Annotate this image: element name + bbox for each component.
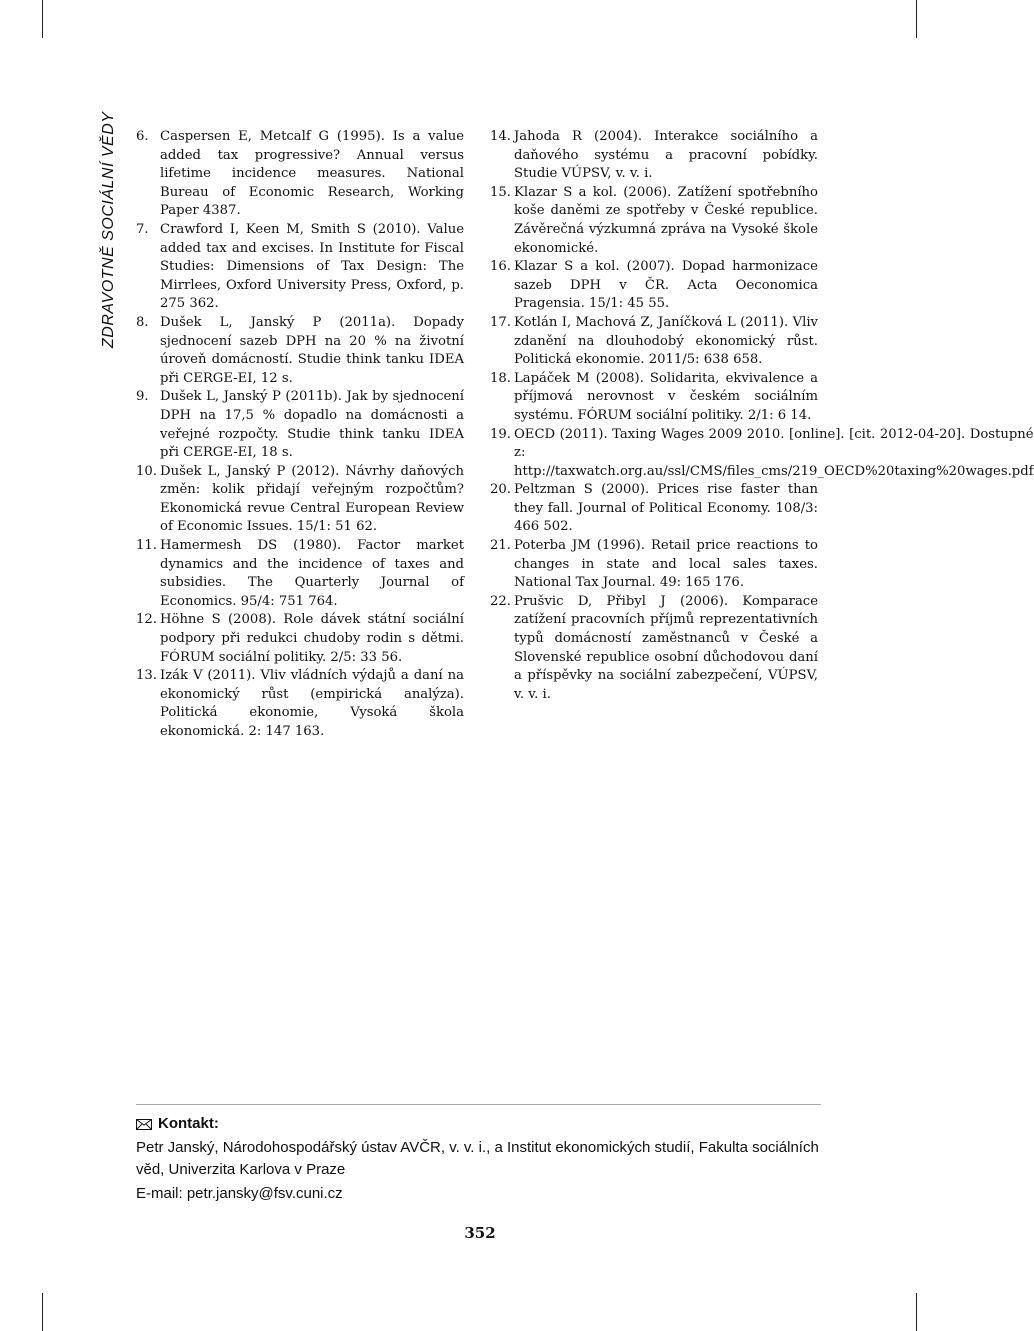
reference-text: OECD (2011). Taxing Wages 2009 2010. [online]. [cit. 2012-04-20]. Dostupné z: http://taxwatch.org.au/ssl/CMS/files_cms/219_OECD%20taxing%20wages.pdf [514, 426, 1034, 479]
reference-number: 17. [490, 314, 511, 330]
reference-item [490, 537, 818, 593]
reference-text: Izák V (2011). Vliv vládních výdajů a daní na ekonomický růst (empirická analýza). Politická ekonomie, Vysoká škola ekonomická. 2: 147 163. [160, 668, 464, 739]
reference-item [136, 537, 464, 611]
reference-number: 13. [136, 668, 157, 684]
reference-item [490, 314, 818, 370]
reference-number: 6. [136, 129, 149, 144]
reference-item [136, 314, 464, 388]
reference-number: 14. [490, 129, 511, 144]
reference-item [490, 481, 818, 537]
reference-number: 7. [136, 221, 149, 237]
reference-text: Dušek L, Janský P (2011a). Dopady sjednocení sazeb DPH na 20 % na životní úroveň domácností. Studie think tanku IDEA při CERGE-EI, 12 s. [160, 314, 464, 386]
reference-text: Peltzman S (2000). Prices rise faster than they fall. Journal of Political Economy. 108/3: 466 502. [514, 482, 818, 535]
reference-number: 18. [490, 370, 511, 386]
envelope-icon [136, 1119, 152, 1130]
crop-mark [42, 0, 43, 38]
reference-text: Poterba JM (1996). Retail price reactions to changes in state and local sales taxes. National Tax Journal. 49: 165 176. [514, 538, 818, 591]
contact-label: Kontakt: [158, 1115, 219, 1132]
reference-item [136, 388, 464, 462]
reference-text: Crawford I, Keen M, Smith S (2010). Value added tax and excises. In Institute for Fiscal Studies: Dimensions of Tax Design: The Mirrlees, Oxford University Press, Oxford, p. 275 362. [160, 221, 464, 312]
reference-item [136, 611, 464, 667]
crop-mark [42, 1293, 43, 1331]
reference-item [136, 221, 464, 314]
reference-number: 10. [136, 463, 157, 479]
reference-text: Jahoda R (2004). Interakce sociálního a daňového systému a pracovní pobídky. Studie VÚPSV, v. v. i. [514, 129, 818, 182]
reference-item [136, 463, 464, 537]
reference-number: 15. [490, 184, 511, 200]
reference-number: 12. [136, 612, 157, 628]
reference-number: 11. [136, 538, 157, 554]
reference-item [490, 128, 818, 184]
reference-number: 20. [490, 482, 511, 498]
reference-item [490, 258, 818, 314]
references-right-column [490, 128, 1034, 704]
reference-number: 16. [490, 259, 511, 275]
reference-text: Prušvic D, Přibyl J (2006). Komparace zatížení pracovních příjmů reprezentativních typů domácností zaměstnanců v České a Slovenské republice osobní důchodovou daní a příspěvky na sociální zabezpečení, VÚPSV, v. v. i. [514, 593, 818, 702]
contact-section [136, 1104, 821, 1205]
crop-mark [916, 0, 917, 38]
reference-text: Kotlán I, Machová Z, Janíčková L (2011). Vliv zdanění na dlouhodobý ekonomický růst. Politická ekonomie. 2011/5: 638 658. [514, 314, 818, 368]
reference-number: 21. [490, 538, 511, 554]
contact-affiliation: Petr Janský, Národohospodářský ústav AVČR, v. v. i., a Institut ekonomických studií, Fakulta sociálních věd, Univerzita Karlova v Praze [136, 1139, 819, 1178]
reference-text: Dušek L, Janský P (2012). Návrhy daňových změn: kolik přidají veřejným rozpočtům? Ekonomická revue Central European Review of Economic Issues. 15/1: 51 62. [160, 463, 464, 535]
journal-title: ZDRAVOTNĚ SOCIÁLNÍ VĚDY [100, 111, 117, 348]
contact-heading [136, 1113, 821, 1135]
crop-mark [916, 1293, 917, 1331]
contact-email: E-mail: petr.jansky@fsv.cuni.cz [136, 1185, 343, 1202]
reference-text: Klazar S a kol. (2007). Dopad harmonizace sazeb DPH v ČR. Acta Oeconomica Pragensia. 15/1: 45 55. [514, 259, 818, 312]
reference-text: Höhne S (2008). Role dávek státní sociální podpory při redukci chudoby rodin s dětmi. FÓRUM sociální politiky. 2/5: 33 56. [160, 612, 464, 665]
reference-text: Caspersen E, Metcalf G (1995). Is a value added tax progressive? Annual versus lifetime incidence measures. National Bureau of Economic Research, Working Paper 4387. [160, 129, 464, 219]
reference-item [490, 426, 1034, 482]
page-number: 352 [464, 1224, 496, 1242]
reference-item [136, 667, 464, 741]
reference-item [490, 593, 818, 705]
reference-item [490, 184, 818, 258]
reference-text: Dušek L, Janský P (2011b). Jak by sjednocení DPH na 17,5 % dopadlo na domácnosti a veřejné rozpočty. Studie think tanku IDEA při CERGE-EI, 18 s. [160, 389, 464, 461]
reference-text: Lapáček M (2008). Solidarita, ekvivalence a příjmová nerovnost v českém sociálním systému. FÓRUM sociální politiky. 2/1: 6 14. [514, 370, 818, 423]
reference-item [136, 128, 464, 221]
reference-item [490, 370, 818, 426]
references-left-column [136, 128, 464, 742]
reference-text: Hamermesh DS (1980). Factor market dynamics and the incidence of taxes and subsidies. The Quarterly Journal of Economics. 95/4: 751 764. [160, 538, 464, 609]
reference-number: 8. [136, 314, 149, 330]
reference-text: Klazar S a kol. (2006). Zatížení spotřebního koše daněmi ze spotřeby v České republice. Závěrečná výzkumná zpráva na Vysoké škole ekonomické. [514, 184, 818, 256]
reference-number: 22. [490, 593, 511, 609]
reference-number: 19. [490, 426, 511, 442]
reference-number: 9. [136, 389, 149, 405]
